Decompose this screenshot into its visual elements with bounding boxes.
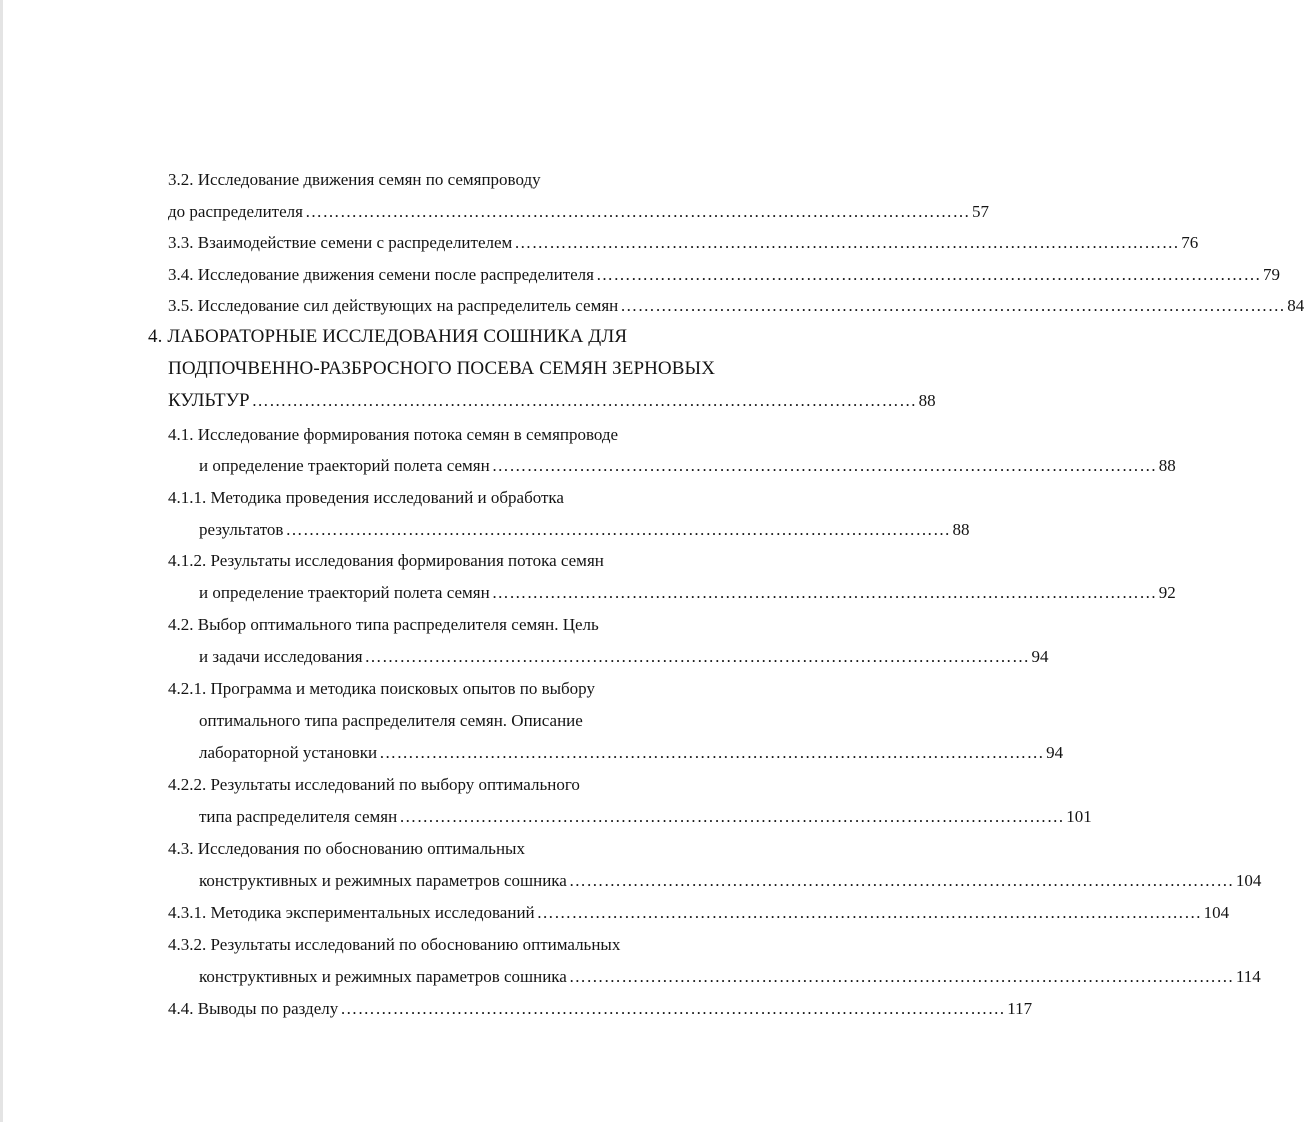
entry-text: типа распределителя семян: [199, 807, 398, 826]
dot-leader: ……………………………………………………………………………………………………: [399, 807, 1065, 826]
toc-entry-4-2-2-line2: [199, 807, 1092, 827]
toc-entry-4-1-line1: [168, 425, 618, 445]
page-number: 84: [1287, 296, 1304, 315]
entry-text: Программа и методика поисковых опытов по выбору: [210, 679, 595, 698]
dot-leader: ……………………………………………………………………………………………………: [364, 647, 1030, 666]
toc-entry-4-3-2-line1: [168, 935, 620, 955]
entry-text: конструктивных и режимных параметров сошника: [199, 871, 567, 890]
page-number: 94: [1031, 647, 1049, 666]
entry-number: 4.3.1.: [168, 903, 207, 922]
entry-text: и задачи исследования: [199, 647, 363, 666]
entry-text: конструктивных и режимных параметров сошника: [199, 967, 567, 986]
toc-entry-4-2-1-line3: [199, 743, 1064, 763]
page-number: 88: [1158, 456, 1176, 475]
dot-leader: ……………………………………………………………………………………………………: [595, 265, 1261, 284]
dot-leader: ……………………………………………………………………………………………………: [251, 391, 917, 410]
page-number: 94: [1046, 743, 1064, 762]
toc-entry-3-2-line1: [168, 170, 541, 190]
toc-entry-4-2-1-line2: [199, 711, 583, 731]
dot-leader: ……………………………………………………………………………………………………: [536, 903, 1202, 922]
toc-entry-4-3-line2: [199, 871, 1262, 891]
entry-number: 3.3.: [168, 233, 194, 252]
toc-entry-4-3-2-line2: [199, 967, 1261, 987]
page-number: 117: [1007, 999, 1033, 1018]
entry-number: 3.5.: [168, 296, 194, 315]
entry-text: ЛАБОРАТОРНЫЕ ИССЛЕДОВАНИЯ СОШНИКА ДЛЯ: [167, 326, 628, 347]
toc-entry-4-1-1-line2: [199, 520, 970, 540]
entry-number: 4.1.: [168, 425, 194, 444]
entry-text: Результаты исследований по обоснованию оптимальных: [210, 935, 621, 954]
toc-entry-4-1-2-line1: [168, 551, 604, 571]
toc-entry-4-2-1-line1: [168, 679, 595, 699]
dot-leader: ……………………………………………………………………………………………………: [514, 233, 1180, 252]
dot-leader: ……………………………………………………………………………………………………: [304, 202, 970, 221]
entry-text: Взаимодействие семени с распределителем: [197, 233, 513, 252]
toc-entry-4-1-line2: [199, 456, 1176, 476]
dot-leader: ……………………………………………………………………………………………………: [491, 456, 1157, 475]
entry-text: Исследование движения семян по семяпроводу: [197, 170, 541, 189]
toc-entry-3-5: [168, 296, 1304, 316]
dot-leader: ……………………………………………………………………………………………………: [568, 967, 1234, 986]
entry-text: до распределителя: [168, 202, 303, 221]
toc-entry-4-line1: [148, 326, 627, 348]
entry-text: ПОДПОЧВЕННО-РАЗБРОСНОГО ПОСЕВА СЕМЯН ЗЕРНОВЫХ: [168, 358, 716, 379]
entry-text: результатов: [199, 520, 284, 539]
entry-number: 4.: [148, 326, 163, 347]
toc-entry-4-3-line1: [168, 839, 525, 859]
dot-leader: ……………………………………………………………………………………………………: [379, 743, 1045, 762]
dot-leader: ……………………………………………………………………………………………………: [285, 520, 951, 539]
entry-number: 4.2.1.: [168, 679, 207, 698]
toc-entry-4-2-line1: [168, 615, 599, 635]
page-number: 79: [1262, 265, 1280, 284]
entry-text: Исследование формирования потока семян в семяпроводе: [197, 425, 619, 444]
toc-entry-4-2-line2: [199, 647, 1049, 667]
dot-leader: ……………………………………………………………………………………………………: [491, 583, 1157, 602]
entry-text: Выводы по разделу: [197, 999, 339, 1018]
entry-number: 4.3.2.: [168, 935, 207, 954]
entry-text: Исследования по обоснованию оптимальных: [197, 839, 525, 858]
page-number: 88: [918, 391, 936, 410]
page-number: 104: [1203, 903, 1230, 922]
page-number: 57: [971, 202, 989, 221]
toc-entry-4-line2: [168, 358, 715, 380]
entry-text: Выбор оптимального типа распределителя семян. Цель: [197, 615, 599, 634]
page-number: 114: [1235, 967, 1261, 986]
toc-entry-4-3-1: [168, 903, 1230, 923]
entry-number: 3.2.: [168, 170, 194, 189]
toc-entry-3-4: [168, 265, 1280, 285]
entry-text: Результаты исследования формирования потока семян: [210, 551, 604, 570]
toc-entry-4-4: [168, 999, 1033, 1019]
entry-number: 4.2.: [168, 615, 194, 634]
dot-leader: ……………………………………………………………………………………………………: [620, 296, 1286, 315]
entry-text: Результаты исследований по выбору оптимального: [210, 775, 580, 794]
toc-entry-4-1-1-line1: [168, 488, 564, 508]
page-number: 92: [1158, 583, 1176, 602]
entry-text: и определение траекторий полета семян: [199, 583, 490, 602]
toc-entry-3-2-line2: [168, 202, 989, 222]
entry-text: Методика проведения исследований и обработка: [210, 488, 564, 507]
entry-text: лабораторной установки: [199, 743, 378, 762]
entry-text: и определение траекторий полета семян: [199, 456, 490, 475]
dot-leader: ……………………………………………………………………………………………………: [568, 871, 1234, 890]
entry-number: 4.2.2.: [168, 775, 207, 794]
entry-number: 4.4.: [168, 999, 194, 1018]
entry-text: КУЛЬТУР: [168, 390, 250, 411]
scan-edge: [0, 0, 3, 1122]
dot-leader: ……………………………………………………………………………………………………: [340, 999, 1006, 1018]
entry-number: 3.4.: [168, 265, 194, 284]
entry-number: 4.1.2.: [168, 551, 207, 570]
entry-number: 4.1.1.: [168, 488, 207, 507]
entry-text: Исследование движения семени после распределителя: [197, 265, 594, 284]
toc-entry-3-3: [168, 233, 1199, 253]
entry-number: 4.3.: [168, 839, 194, 858]
entry-text: оптимального типа распределителя семян. Описание: [199, 711, 583, 730]
toc-entry-4-2-2-line1: [168, 775, 580, 795]
page-number: 88: [952, 520, 970, 539]
page-number: 101: [1066, 807, 1092, 826]
entry-text: Исследование сил действующих на распределитель семян: [197, 296, 619, 315]
entry-text: Методика экспериментальных исследований: [210, 903, 535, 922]
page-number: 104: [1235, 871, 1262, 890]
toc-entry-4-line3: [168, 390, 936, 412]
toc-entry-4-1-2-line2: [199, 583, 1176, 603]
page-number: 76: [1181, 233, 1199, 252]
